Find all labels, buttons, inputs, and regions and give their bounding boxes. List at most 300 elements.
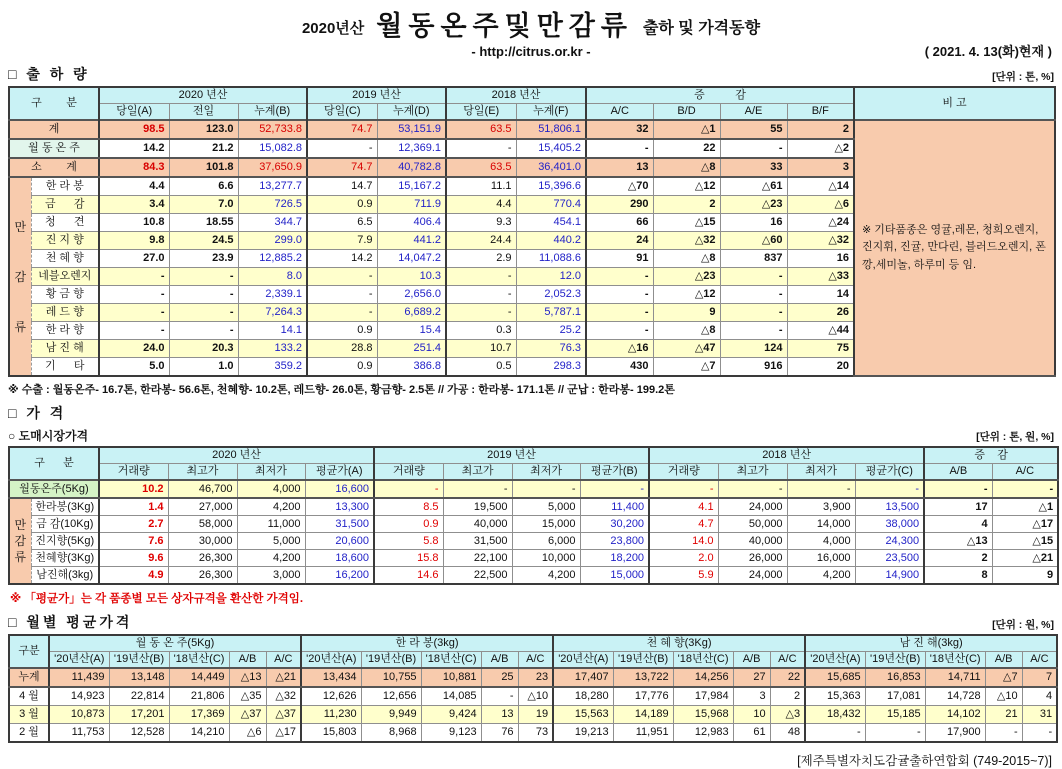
data-cell: 23,800 bbox=[580, 533, 649, 550]
data-cell: - bbox=[586, 268, 653, 286]
col-y20: '20년산(A) bbox=[805, 652, 865, 669]
data-cell: 4,200 bbox=[787, 567, 855, 585]
data-cell: 12,885.2 bbox=[238, 250, 307, 268]
data-cell: 2,656.0 bbox=[377, 286, 446, 304]
col-bd: B/D bbox=[653, 104, 720, 121]
data-cell: 53,151.9 bbox=[377, 120, 446, 139]
data-cell: 11,753 bbox=[49, 724, 109, 743]
col-volume-2018: 거래량 bbox=[649, 464, 718, 481]
data-cell: 14.1 bbox=[238, 322, 307, 340]
data-cell: 13 bbox=[586, 158, 653, 177]
data-cell: - bbox=[446, 268, 516, 286]
data-cell: 11,088.6 bbox=[516, 250, 586, 268]
col-group-wdoj: 월 동 온 주(5Kg) bbox=[49, 635, 301, 652]
col-group-cheonhyehyang: 천 혜 향(3Kg) bbox=[553, 635, 805, 652]
table-row bbox=[9, 498, 1058, 516]
col-group-change: 증 감 bbox=[586, 87, 854, 104]
data-cell: △16 bbox=[586, 340, 653, 358]
data-cell: 14,711 bbox=[925, 668, 985, 687]
data-cell: 22 bbox=[653, 139, 720, 158]
col-remark: 비 고 bbox=[854, 87, 1055, 120]
col-gubun: 구분 bbox=[9, 635, 49, 668]
data-cell: 13,300 bbox=[305, 498, 374, 516]
row-label: 계 bbox=[9, 120, 99, 139]
data-cell: 711.9 bbox=[377, 196, 446, 214]
data-cell: △12 bbox=[653, 177, 720, 196]
data-cell: 15,396.6 bbox=[516, 177, 586, 196]
data-cell: - bbox=[720, 268, 787, 286]
data-cell: 18.55 bbox=[169, 214, 238, 232]
data-cell: 14.6 bbox=[374, 567, 443, 585]
table-row bbox=[9, 567, 1058, 585]
data-cell: 4,200 bbox=[512, 567, 580, 585]
table-row bbox=[9, 724, 1057, 743]
data-cell: 14,000 bbox=[787, 516, 855, 533]
table-row bbox=[9, 706, 1057, 724]
col-group-2018: 2018 년산 bbox=[446, 87, 586, 104]
data-cell: 13,434 bbox=[301, 668, 361, 687]
data-cell: - bbox=[99, 322, 169, 340]
data-cell: △32 bbox=[266, 687, 301, 706]
data-cell: 40,000 bbox=[718, 533, 787, 550]
data-cell: 51,806.1 bbox=[516, 120, 586, 139]
issuer-footer: [제주특별자치도감귤출하연합회 (749-2015~7)] bbox=[797, 754, 1052, 768]
row-label: 천 혜 향 bbox=[31, 250, 99, 268]
data-cell: 15,685 bbox=[805, 668, 865, 687]
col-y19: '19년산(B) bbox=[361, 652, 421, 669]
col-y18: '18년산(C) bbox=[925, 652, 985, 669]
data-cell: 13,722 bbox=[613, 668, 673, 687]
col-ab: A/B bbox=[733, 652, 770, 669]
data-cell: 5,000 bbox=[512, 498, 580, 516]
data-cell: - bbox=[580, 480, 649, 498]
data-cell: 2.0 bbox=[649, 550, 718, 567]
table-row bbox=[9, 516, 1058, 533]
data-cell: 7.9 bbox=[307, 232, 377, 250]
data-cell: 12,983 bbox=[673, 724, 733, 743]
data-cell: △3 bbox=[770, 706, 805, 724]
data-cell: 25.2 bbox=[516, 322, 586, 340]
data-cell: △13 bbox=[229, 668, 266, 687]
data-cell: - bbox=[924, 480, 992, 498]
wholesale-subheading: ○ 도매시장가격 bbox=[8, 429, 89, 443]
col-avg-c: 평균가(C) bbox=[855, 464, 924, 481]
data-cell: - bbox=[99, 268, 169, 286]
data-cell: - bbox=[992, 480, 1058, 498]
data-cell: 48 bbox=[770, 724, 805, 743]
data-cell: 76.3 bbox=[516, 340, 586, 358]
data-cell: 3 bbox=[787, 158, 854, 177]
col-avg-b: 평균가(B) bbox=[580, 464, 649, 481]
data-cell: 14,923 bbox=[49, 687, 109, 706]
row-label: 금 감 bbox=[31, 196, 99, 214]
data-cell: 11,400 bbox=[580, 498, 649, 516]
data-cell: 14.2 bbox=[99, 139, 169, 158]
data-cell: 4.4 bbox=[446, 196, 516, 214]
col-low-2019: 최저가 bbox=[512, 464, 580, 481]
data-cell: 12.0 bbox=[516, 268, 586, 286]
data-cell: △37 bbox=[229, 706, 266, 724]
data-cell: - bbox=[512, 480, 580, 498]
data-cell: 6.6 bbox=[169, 177, 238, 196]
data-cell: 440.2 bbox=[516, 232, 586, 250]
data-cell: 14,047.2 bbox=[377, 250, 446, 268]
data-cell: 15.8 bbox=[374, 550, 443, 567]
data-cell: △14 bbox=[787, 177, 854, 196]
shipments-heading: □ 출 하 량 bbox=[8, 66, 90, 82]
data-cell: 9 bbox=[992, 567, 1058, 585]
shipments-table-body bbox=[9, 120, 1055, 376]
data-cell: 19,213 bbox=[553, 724, 613, 743]
col-day-c: 당일(C) bbox=[307, 104, 377, 121]
data-cell: 31 bbox=[1022, 706, 1057, 724]
data-cell: 66 bbox=[586, 214, 653, 232]
data-cell: 5.0 bbox=[99, 358, 169, 377]
col-ac: A/C bbox=[586, 104, 653, 121]
data-cell: - bbox=[649, 480, 718, 498]
data-cell: 298.3 bbox=[516, 358, 586, 377]
col-high-2019: 최고가 bbox=[443, 464, 512, 481]
data-cell: 2.9 bbox=[446, 250, 516, 268]
data-cell: 18,432 bbox=[805, 706, 865, 724]
data-cell: 4.9 bbox=[99, 567, 168, 585]
data-cell: 38,000 bbox=[855, 516, 924, 533]
data-cell: 251.4 bbox=[377, 340, 446, 358]
data-cell: 10,000 bbox=[512, 550, 580, 567]
data-cell: - bbox=[374, 480, 443, 498]
row-label: 청 견 bbox=[31, 214, 99, 232]
col-ab: A/B bbox=[229, 652, 266, 669]
data-cell: - bbox=[307, 304, 377, 322]
data-cell: 74.7 bbox=[307, 158, 377, 177]
data-cell: 27,000 bbox=[168, 498, 237, 516]
row-label: 천혜향(3Kg) bbox=[31, 550, 99, 567]
col-cum-f: 누계(F) bbox=[516, 104, 586, 121]
row-label: 진 지 향 bbox=[31, 232, 99, 250]
data-cell: 4.7 bbox=[649, 516, 718, 533]
data-cell: 2 bbox=[653, 196, 720, 214]
data-cell: △44 bbox=[787, 322, 854, 340]
data-cell: △6 bbox=[787, 196, 854, 214]
data-cell: △7 bbox=[985, 668, 1022, 687]
data-cell: 290 bbox=[586, 196, 653, 214]
data-cell: - bbox=[169, 268, 238, 286]
data-cell: 19,500 bbox=[443, 498, 512, 516]
data-cell: 14,728 bbox=[925, 687, 985, 706]
data-cell: △15 bbox=[992, 533, 1058, 550]
data-cell: - bbox=[1022, 724, 1057, 743]
site-url[interactable]: - http://citrus.or.kr - bbox=[471, 44, 591, 59]
data-cell: 7.0 bbox=[169, 196, 238, 214]
table-row bbox=[9, 533, 1058, 550]
data-cell: - bbox=[443, 480, 512, 498]
col-ab: A/B bbox=[924, 464, 992, 481]
data-cell: 25 bbox=[481, 668, 518, 687]
data-cell: 15,082.8 bbox=[238, 139, 307, 158]
data-cell: △61 bbox=[720, 177, 787, 196]
data-cell: 14.7 bbox=[307, 177, 377, 196]
data-cell: 15,000 bbox=[512, 516, 580, 533]
data-cell: 63.5 bbox=[446, 120, 516, 139]
data-cell: 7.6 bbox=[99, 533, 168, 550]
col-group-change: 증 감 bbox=[924, 447, 1058, 464]
data-cell: 133.2 bbox=[238, 340, 307, 358]
data-cell: 17,407 bbox=[553, 668, 613, 687]
data-cell: 2,052.3 bbox=[516, 286, 586, 304]
data-cell: 299.0 bbox=[238, 232, 307, 250]
data-cell: 16,200 bbox=[305, 567, 374, 585]
data-cell: 24.5 bbox=[169, 232, 238, 250]
data-cell: 40,782.8 bbox=[377, 158, 446, 177]
data-cell: 23,500 bbox=[855, 550, 924, 567]
data-cell: 2.7 bbox=[99, 516, 168, 533]
col-group-namjinhae: 남 진 해(3kg) bbox=[805, 635, 1057, 652]
data-cell: 6,689.2 bbox=[377, 304, 446, 322]
data-cell: - bbox=[985, 724, 1022, 743]
data-cell: 4 bbox=[924, 516, 992, 533]
row-label: 남 진 해 bbox=[31, 340, 99, 358]
row-label: 황 금 향 bbox=[31, 286, 99, 304]
data-cell: 10.8 bbox=[99, 214, 169, 232]
data-cell: △47 bbox=[653, 340, 720, 358]
data-cell: △2 bbox=[787, 139, 854, 158]
data-cell: 9.8 bbox=[99, 232, 169, 250]
data-cell: - bbox=[446, 286, 516, 304]
row-label: 한라봉(3Kg) bbox=[31, 498, 99, 516]
data-cell: - bbox=[481, 687, 518, 706]
data-cell: 28.8 bbox=[307, 340, 377, 358]
report-header bbox=[8, 4, 1054, 59]
col-ab: A/B bbox=[985, 652, 1022, 669]
data-cell: 15.4 bbox=[377, 322, 446, 340]
data-cell: 31,500 bbox=[443, 533, 512, 550]
data-cell: 14,449 bbox=[169, 668, 229, 687]
row-label: 소 계 bbox=[9, 158, 99, 177]
data-cell: 46,700 bbox=[168, 480, 237, 498]
data-cell: △35 bbox=[229, 687, 266, 706]
data-cell: 30,200 bbox=[580, 516, 649, 533]
col-y18: '18년산(C) bbox=[169, 652, 229, 669]
data-cell: △21 bbox=[266, 668, 301, 687]
data-cell: 10,881 bbox=[421, 668, 481, 687]
data-cell: 91 bbox=[586, 250, 653, 268]
data-cell: 14,900 bbox=[855, 567, 924, 585]
data-cell: 10.3 bbox=[377, 268, 446, 286]
data-cell: 0.9 bbox=[307, 322, 377, 340]
monthly-average-table bbox=[8, 634, 1058, 743]
col-gubun: 구 분 bbox=[9, 87, 99, 120]
col-group-hallabong: 한 라 봉(3kg) bbox=[301, 635, 553, 652]
data-cell: 17,776 bbox=[613, 687, 673, 706]
data-cell: 6,000 bbox=[512, 533, 580, 550]
data-cell: 11,951 bbox=[613, 724, 673, 743]
data-cell: 13,500 bbox=[855, 498, 924, 516]
data-cell: 123.0 bbox=[169, 120, 238, 139]
data-cell: 18,200 bbox=[580, 550, 649, 567]
row-label: 한 라 봉 bbox=[31, 177, 99, 196]
data-cell: 3,900 bbox=[787, 498, 855, 516]
data-cell: 2,339.1 bbox=[238, 286, 307, 304]
data-cell: 11.1 bbox=[446, 177, 516, 196]
data-cell: 3 bbox=[733, 687, 770, 706]
data-cell: - bbox=[169, 304, 238, 322]
data-cell: 20 bbox=[787, 358, 854, 377]
remark-cell: ※ 기타품종은 영귤,레몬, 청희오렌지, 진지휘, 진귤, 만다린, 블러드오렌지, 폰깡,세미놀, 하루미 등 임. bbox=[854, 120, 1055, 376]
data-cell: 17,369 bbox=[169, 706, 229, 724]
row-label: 4 월 bbox=[9, 687, 49, 706]
table-row bbox=[9, 668, 1057, 687]
col-low-2020: 최저가 bbox=[237, 464, 305, 481]
data-cell: - bbox=[787, 480, 855, 498]
col-ae: A/E bbox=[720, 104, 787, 121]
col-y20: '20년산(A) bbox=[301, 652, 361, 669]
data-cell: 8.0 bbox=[238, 268, 307, 286]
data-cell: 726.5 bbox=[238, 196, 307, 214]
data-cell: 101.8 bbox=[169, 158, 238, 177]
data-cell: 10 bbox=[733, 706, 770, 724]
data-cell: 406.4 bbox=[377, 214, 446, 232]
data-cell: △10 bbox=[518, 687, 553, 706]
data-cell: 22 bbox=[770, 668, 805, 687]
data-cell: 770.4 bbox=[516, 196, 586, 214]
data-cell: 22,500 bbox=[443, 567, 512, 585]
col-group-2018: 2018 년산 bbox=[649, 447, 924, 464]
data-cell: 75 bbox=[787, 340, 854, 358]
wholesale-section-header bbox=[8, 427, 1054, 444]
row-label: 2 월 bbox=[9, 724, 49, 743]
data-cell: 14,210 bbox=[169, 724, 229, 743]
data-cell: - bbox=[307, 139, 377, 158]
data-cell: △13 bbox=[924, 533, 992, 550]
shipments-section-header bbox=[8, 64, 1054, 84]
data-cell: 916 bbox=[720, 358, 787, 377]
data-cell: 24,000 bbox=[718, 498, 787, 516]
data-cell: 0.3 bbox=[446, 322, 516, 340]
data-cell: △23 bbox=[720, 196, 787, 214]
data-cell: 837 bbox=[720, 250, 787, 268]
col-high-2018: 최고가 bbox=[718, 464, 787, 481]
data-cell: 98.5 bbox=[99, 120, 169, 139]
data-cell: 14,189 bbox=[613, 706, 673, 724]
data-cell: - bbox=[720, 304, 787, 322]
data-cell: 58,000 bbox=[168, 516, 237, 533]
data-cell: 13,148 bbox=[109, 668, 169, 687]
col-ab: A/B bbox=[481, 652, 518, 669]
data-cell: 4.1 bbox=[649, 498, 718, 516]
data-cell: 12,626 bbox=[301, 687, 361, 706]
data-cell: △12 bbox=[653, 286, 720, 304]
data-cell: 359.2 bbox=[238, 358, 307, 377]
data-cell: 11,439 bbox=[49, 668, 109, 687]
data-cell: 386.8 bbox=[377, 358, 446, 377]
data-cell: 26,000 bbox=[718, 550, 787, 567]
data-cell: 18,280 bbox=[553, 687, 613, 706]
data-cell: △32 bbox=[787, 232, 854, 250]
data-cell: 7,264.3 bbox=[238, 304, 307, 322]
data-cell: 4 bbox=[1022, 687, 1057, 706]
data-cell: 10,873 bbox=[49, 706, 109, 724]
page-title: 월동온주및만감류 bbox=[376, 11, 633, 41]
col-volume-2020: 거래량 bbox=[99, 464, 168, 481]
data-cell: 33 bbox=[720, 158, 787, 177]
data-cell: 16 bbox=[720, 214, 787, 232]
data-cell: 6.5 bbox=[307, 214, 377, 232]
data-cell: 12,369.1 bbox=[377, 139, 446, 158]
data-cell: 18,600 bbox=[305, 550, 374, 567]
data-cell: 20.3 bbox=[169, 340, 238, 358]
data-cell: - bbox=[586, 304, 653, 322]
col-volume-2019: 거래량 bbox=[374, 464, 443, 481]
data-cell: 63.5 bbox=[446, 158, 516, 177]
col-cum-d: 누계(D) bbox=[377, 104, 446, 121]
data-cell: 37,650.9 bbox=[238, 158, 307, 177]
col-bf: B/F bbox=[787, 104, 854, 121]
data-cell: 11,230 bbox=[301, 706, 361, 724]
table-row bbox=[9, 550, 1058, 567]
data-cell: 23.9 bbox=[169, 250, 238, 268]
data-cell: △33 bbox=[787, 268, 854, 286]
data-cell: 21 bbox=[985, 706, 1022, 724]
data-cell: - bbox=[99, 304, 169, 322]
col-group-2020: 2020 년산 bbox=[99, 447, 374, 464]
data-cell: 124 bbox=[720, 340, 787, 358]
data-cell: 84.3 bbox=[99, 158, 169, 177]
data-cell: 7 bbox=[1022, 668, 1057, 687]
data-cell: 9,424 bbox=[421, 706, 481, 724]
data-cell: 1.4 bbox=[99, 498, 168, 516]
data-cell: 17,201 bbox=[109, 706, 169, 724]
data-cell: 36,401.0 bbox=[516, 158, 586, 177]
data-cell: 2 bbox=[924, 550, 992, 567]
col-ac: A/C bbox=[1022, 652, 1057, 669]
title-suffix: 출하 및 가격동향 bbox=[642, 20, 761, 37]
col-y20: '20년산(A) bbox=[553, 652, 613, 669]
data-cell: △37 bbox=[266, 706, 301, 724]
data-cell: 21.2 bbox=[169, 139, 238, 158]
data-cell: 12,528 bbox=[109, 724, 169, 743]
data-cell: 15,363 bbox=[805, 687, 865, 706]
data-cell: △10 bbox=[985, 687, 1022, 706]
data-cell: 22,814 bbox=[109, 687, 169, 706]
col-ac: A/C bbox=[518, 652, 553, 669]
shipments-table-head bbox=[9, 87, 1055, 120]
data-cell: 15,405.2 bbox=[516, 139, 586, 158]
wholesale-table-head bbox=[9, 447, 1058, 480]
data-cell: 441.2 bbox=[377, 232, 446, 250]
data-cell: 0.9 bbox=[307, 358, 377, 377]
data-cell: 21,806 bbox=[169, 687, 229, 706]
data-cell: 30,000 bbox=[168, 533, 237, 550]
header-row-groups bbox=[9, 87, 1055, 104]
data-cell: 8,968 bbox=[361, 724, 421, 743]
data-cell: 3,000 bbox=[237, 567, 305, 585]
data-cell: 14,102 bbox=[925, 706, 985, 724]
data-cell: 17,900 bbox=[925, 724, 985, 743]
data-cell: 26 bbox=[787, 304, 854, 322]
data-cell: 26,300 bbox=[168, 567, 237, 585]
data-cell: - bbox=[720, 322, 787, 340]
row-label: 월 동 온 주 bbox=[9, 139, 99, 158]
monthly-table-body bbox=[9, 668, 1057, 742]
data-cell: 24,300 bbox=[855, 533, 924, 550]
data-cell: 14 bbox=[787, 286, 854, 304]
data-cell: 2 bbox=[770, 687, 805, 706]
data-cell: 1.0 bbox=[169, 358, 238, 377]
data-cell: 5,787.1 bbox=[516, 304, 586, 322]
data-cell: - bbox=[718, 480, 787, 498]
table-row bbox=[9, 687, 1057, 706]
data-cell: 24,000 bbox=[718, 567, 787, 585]
